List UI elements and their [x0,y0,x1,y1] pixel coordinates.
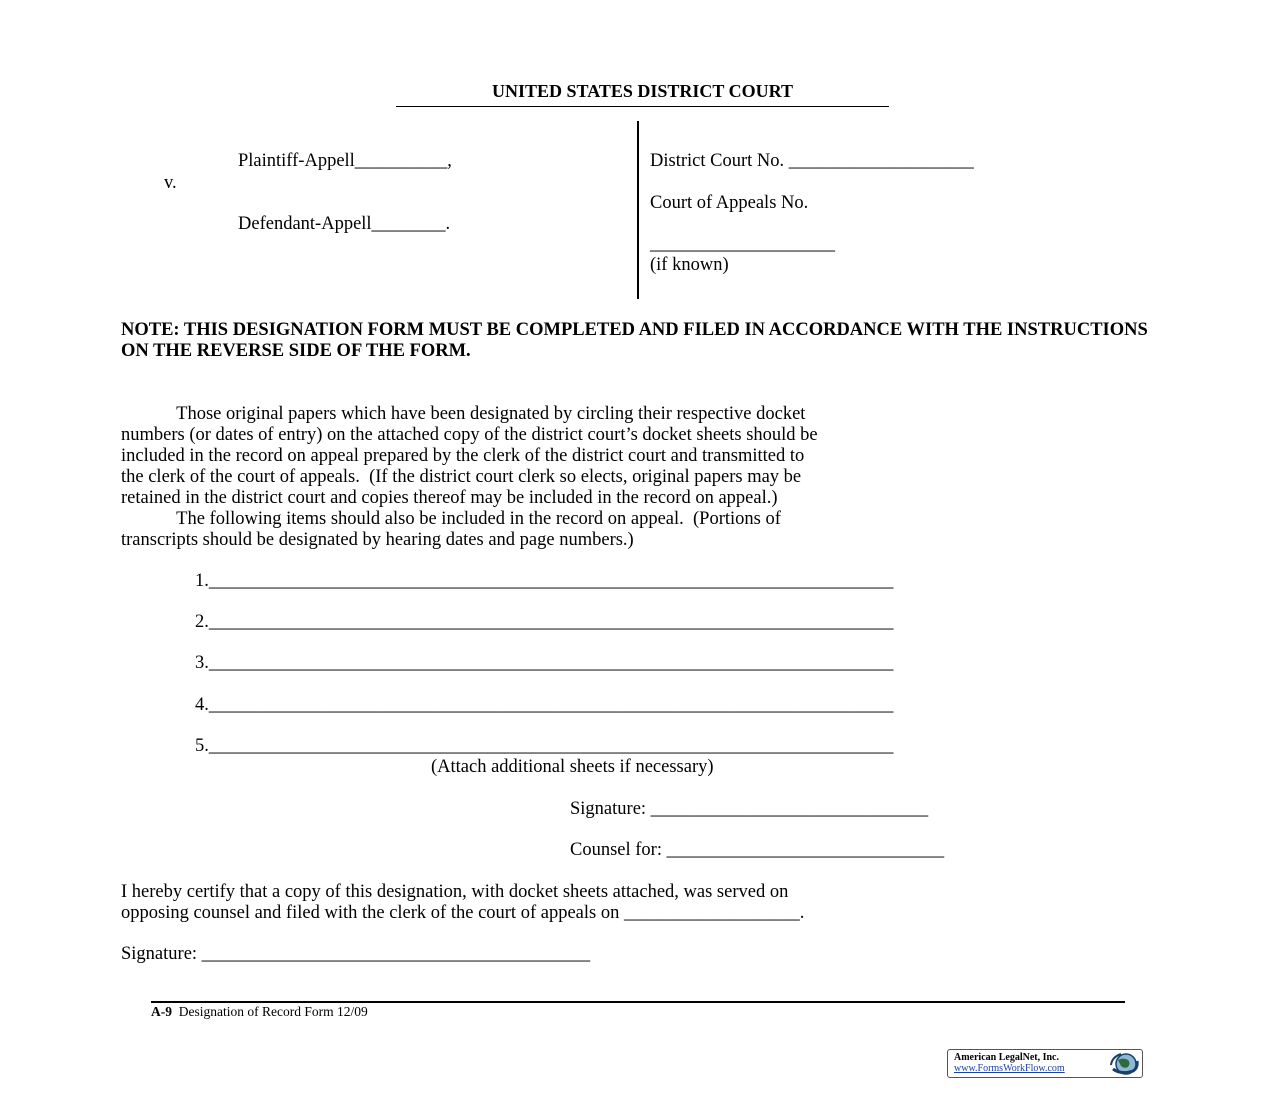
globe-icon [1107,1051,1141,1077]
attach-additional-note: (Attach additional sheets if necessary) [431,757,714,777]
designated-item-4-field[interactable]: 4.__________________________________________________________________________ [195,695,894,715]
logo-url-link[interactable]: www.FormsWorkFlow.com [954,1063,1065,1074]
paragraph-line: transcripts should be designated by hearing dates and page numbers.) [121,530,634,550]
american-legalnet-logo[interactable] [947,1049,1143,1078]
certification-line-1: I hereby certify that a copy of this designation, with docket sheets attached, was served on [121,882,789,902]
certification-signature-field[interactable]: Signature: __________________________________________ [121,944,591,964]
designated-item-2-field[interactable]: 2.__________________________________________________________________________ [195,612,894,632]
caption-divider [637,121,639,299]
designated-item-1-field[interactable]: 1.__________________________________________________________________________ [195,571,894,591]
paragraph-line: included in the record on appeal prepared by the clerk of the district court and transmitted to [121,446,805,466]
paragraph-line: numbers (or dates of entry) on the attached copy of the district court’s docket sheets should be [121,425,818,445]
certification-date-field[interactable]: opposing counsel and filed with the clerk of the court of appeals on ___________________. [121,903,805,923]
paragraph-line: retained in the district court and copies thereof may be included in the record on appeal.) [121,488,778,508]
form-title: Designation of Record Form 12/09 [172,1004,368,1019]
district-court-no-field[interactable]: District Court No. ____________________ [650,151,974,171]
designation-note: NOTE: THIS DESIGNATION FORM MUST BE COMPLETED AND FILED IN ACCORDANCE WITH THE INSTRUCTIONS ON THE REVERSE SIDE OF THE FORM. [121,320,1148,361]
court-of-appeals-no-label: Court of Appeals No. [650,193,809,213]
designated-item-3-field[interactable]: 3.__________________________________________________________________________ [195,653,894,673]
if-known-label: (if known) [650,255,729,275]
paragraph-line: the clerk of the court of appeals. (If the district court clerk so elects, original papers may be [121,467,802,487]
court-of-appeals-no-field[interactable]: ____________________ [650,234,835,254]
form-code: A-9 [151,1004,172,1019]
counsel-for-field[interactable]: Counsel for: ______________________________ [570,840,945,860]
designated-item-5-field[interactable]: 5.__________________________________________________________________________ [195,736,894,756]
paragraph-line: The following items should also be included in the record on appeal. (Portions of [121,509,781,529]
versus-label: v. [164,173,177,193]
paragraph-line: Those original papers which have been designated by circling their respective docket [121,404,806,424]
footer-rule [151,1001,1125,1003]
defendant-field[interactable]: Defendant-Appell________. [238,214,451,234]
form-footer [151,1004,368,1020]
logo-company-name: American LegalNet, Inc. [954,1052,1059,1063]
signature-field[interactable]: Signature: ______________________________ [570,799,929,819]
plaintiff-field[interactable]: Plaintiff-Appell__________, [238,151,452,171]
court-title: UNITED STATES DISTRICT COURT [396,80,889,107]
